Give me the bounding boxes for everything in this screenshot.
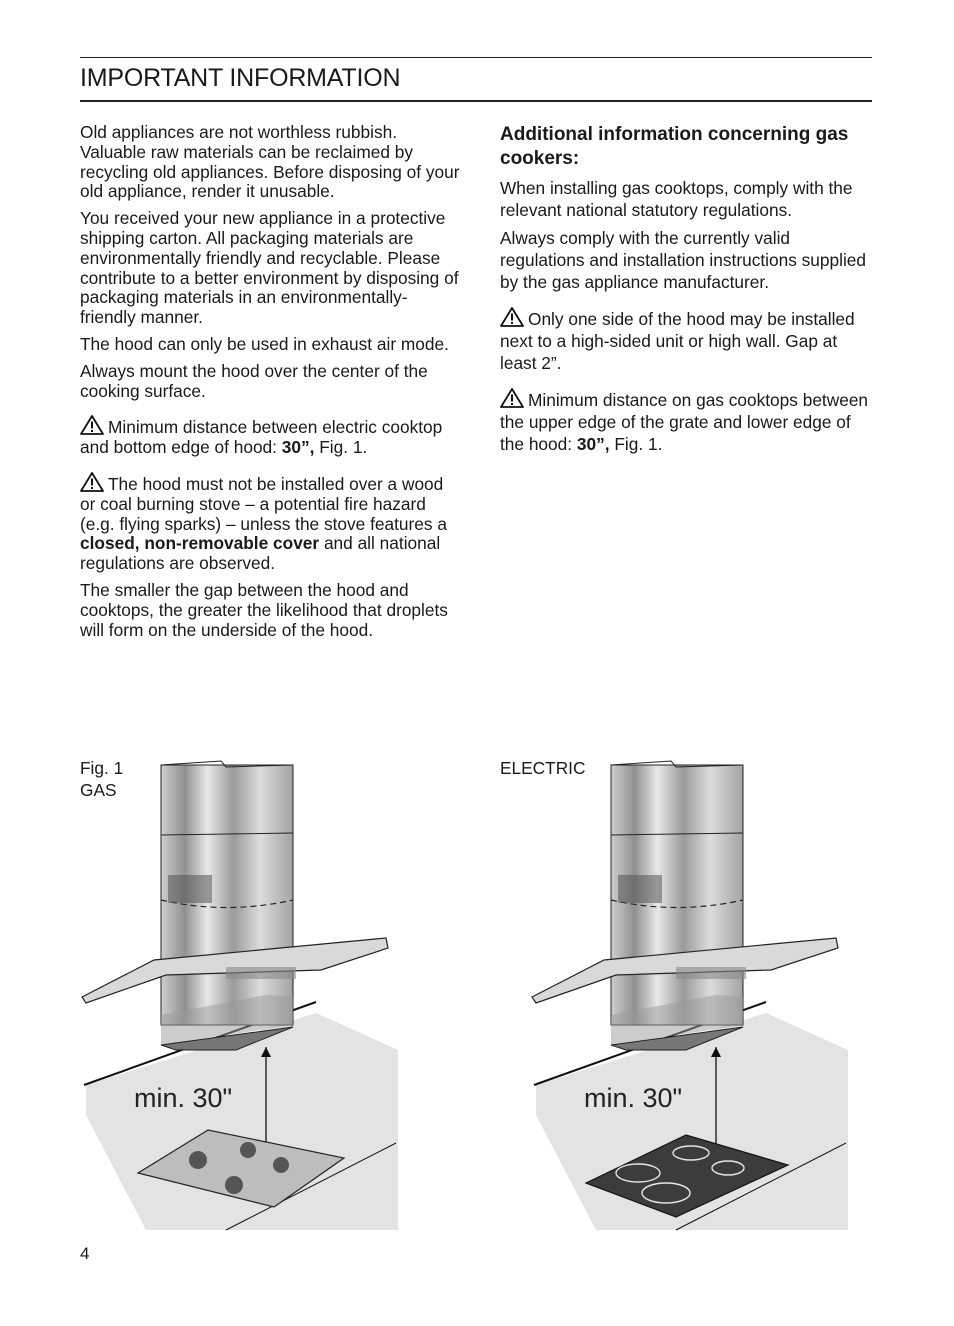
paragraph-regulations: Always comply with the currently valid regulations and installation instructions supplied by the gas appliance manufacturer.	[500, 228, 867, 292]
paragraph-droplets: The smaller the gap between the hood and cooktops, the greater the likelihood that droplets will form on the underside of the hood.	[80, 579, 448, 640]
warning-gas-distance	[500, 388, 872, 455]
warning-text: Minimum distance on gas cooktops between the upper edge of the grate and lower edge of the hood:	[500, 390, 869, 454]
right-column	[500, 123, 872, 461]
paragraph-statutory: When installing gas cooktops, comply with the relevant national statutory regulations.	[500, 178, 853, 220]
warning-triangle-icon	[500, 307, 524, 327]
top-rule	[80, 57, 872, 58]
section-heading: Additional information concerning gas cookers:	[500, 124, 849, 169]
warning-side-gap	[500, 307, 872, 374]
paragraph-disposal: Old appliances are not worthless rubbish. Valuable raw materials can be reclaimed by recycling old appliances. Before disposing of your old appliance, render it unusable.	[80, 122, 460, 202]
electric-label: ELECTRIC	[500, 758, 586, 778]
warning-triangle-icon	[80, 472, 104, 492]
warning-text: The hood must not be installed over a wood or coal burning stove – a potential fire hazard (e.g. flying sparks) – unless the stove features a	[80, 473, 447, 534]
page-title: IMPORTANT INFORMATION	[80, 64, 401, 92]
warning-bold: closed, non-removable cover	[80, 533, 320, 554]
figure-label: Fig. 1	[80, 758, 124, 778]
warning-text: Only one side of the hood may be installed next to a high-sided unit or high wall. Gap at least 2”.	[500, 309, 855, 373]
paragraph-exhaust-mode: The hood can only be used in exhaust air mode.	[80, 333, 449, 354]
left-column	[80, 123, 460, 647]
gas-label: GAS	[80, 780, 117, 800]
warning-bold: 30”,	[576, 434, 610, 454]
warning-text-end: and all national regulations are observed.	[80, 533, 441, 574]
warning-triangle-icon	[500, 388, 524, 408]
warning-electric-distance	[80, 415, 460, 458]
warning-text-end: Fig. 1.	[609, 434, 663, 454]
warning-text: Minimum distance between electric cooktop and bottom edge of hood:	[80, 417, 443, 458]
warning-text-end: Fig. 1.	[314, 437, 368, 458]
warning-triangle-icon	[80, 415, 104, 435]
paragraph-mounting: Always mount the hood over the center of the cooking surface.	[80, 360, 428, 401]
electric-dimension-label: min. 30"	[584, 1083, 683, 1113]
gas-dimension-label: min. 30"	[134, 1083, 233, 1113]
page-number: 4	[80, 1244, 90, 1263]
electric-hood-illustration	[526, 755, 856, 1235]
gas-hood-illustration	[76, 755, 406, 1235]
warning-bold: 30”,	[281, 437, 315, 458]
paragraph-packaging: You received your new appliance in a protective shipping carton. All packaging materials are environmentally friendly and recyclable. Please contribute to a better environment by disposing of packaging materials in an environmentally-friendly manner.	[80, 208, 459, 328]
warning-stove	[80, 472, 460, 574]
title-underline	[80, 100, 872, 102]
